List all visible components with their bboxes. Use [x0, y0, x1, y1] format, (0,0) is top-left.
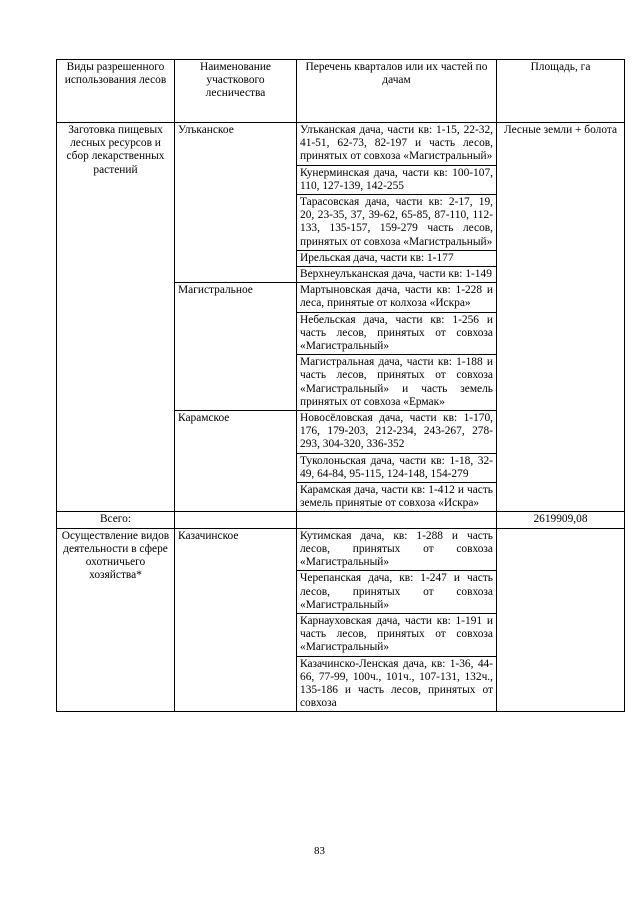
- dacha-cell: Улъканская дача, части кв: 1-15, 22-32, 41-51, 62-73, 82-197 и часть лесов, принятых от совхоза «Магистральный»: [297, 123, 497, 166]
- dacha-cell: Небельская дача, части кв: 1-256 и часть лесов, принятых от совхоза «Магистральный»: [297, 312, 497, 355]
- dacha-cell: Магистральная дача, части кв: 1-188 и часть лесов, принятых от совхоза «Магистральный» и часть земель принятых от совхоза «Ермак»: [297, 355, 497, 411]
- dacha-cell: Карнауховская дача, части кв: 1-191 и часть лесов, принятых от совхоза «Магистральный»: [297, 613, 497, 656]
- header-forestry: Наименование участкового лесничества: [175, 60, 297, 123]
- dacha-cell: Верхнеулъканская дача, части кв: 1-149: [297, 267, 497, 283]
- dacha-cell: Черепанская дача, кв: 1-247 и часть лесов, принятых от совхоза «Магистральный»: [297, 571, 497, 614]
- total-value: 2619909,08: [497, 512, 625, 528]
- area-cell: Лесные земли + болота: [497, 123, 625, 512]
- dacha-cell: Мартыновская дача, части кв: 1-228 и леса, принятые от колхоза «Искра»: [297, 283, 497, 312]
- header-area: Площадь, га: [497, 60, 625, 123]
- header-quarters: Перечень кварталов или их частей по дачам: [297, 60, 497, 123]
- page-number: 83: [314, 845, 325, 857]
- dacha-cell: Туколоньская дача, части кв: 1-18, 32-49, 64-84, 95-115, 124-148, 154-279: [297, 453, 497, 482]
- dacha-cell: Новосёловская дача, части кв: 1-170, 176, 179-203, 212-234, 243-267, 278-293, 304-320, 336-352: [297, 411, 497, 454]
- empty-cell: [175, 512, 297, 528]
- forestry-cell: Улъканское: [175, 123, 297, 283]
- header-use-type: Виды разрешенного использования лесов: [57, 60, 175, 123]
- area-cell: [497, 528, 625, 712]
- table-row: [57, 528, 625, 571]
- use-type-cell: Заготовка пищевых лесных ресурсов и сбор лекарственных растений: [57, 123, 175, 512]
- dacha-cell: Кутимская дача, кв: 1-288 и часть лесов, принятых от совхоза «Магистральный»: [297, 528, 497, 571]
- dacha-cell: Казачинско-Ленская дача, кв: 1-36, 44-66, 77-99, 100ч., 101ч., 107-131, 132ч., 135-186 и часть лесов, принятых от совхоза: [297, 656, 497, 712]
- dacha-cell: Кунерминская дача, части кв: 100-107, 110, 127-139, 142-255: [297, 165, 497, 194]
- table-row: [57, 123, 625, 166]
- dacha-cell: Ирельская дача, части кв: 1-177: [297, 250, 497, 266]
- use-type-cell: Осуществление видов деятельности в сфере охотничьего хозяйства*: [57, 528, 175, 712]
- total-label: Всего:: [57, 512, 175, 528]
- forestry-cell: Магистральное: [175, 283, 297, 411]
- forest-use-table: [56, 59, 625, 712]
- dacha-cell: Тарасовская дача, части кв: 2-17, 19, 20, 23-35, 37, 39-62, 65-85, 87-110, 112-133, 135-157, 159-279 часть лесов, принятых от совхоза «Магистральный»: [297, 195, 497, 251]
- forestry-cell: Карамское: [175, 411, 297, 512]
- forestry-cell: Казачинское: [175, 528, 297, 712]
- table-header-row: [57, 60, 625, 123]
- total-row: [57, 512, 625, 528]
- empty-cell: [297, 512, 497, 528]
- dacha-cell: Карамская дача, части кв: 1-412 и часть земель принятые от совхоза «Искра»: [297, 483, 497, 512]
